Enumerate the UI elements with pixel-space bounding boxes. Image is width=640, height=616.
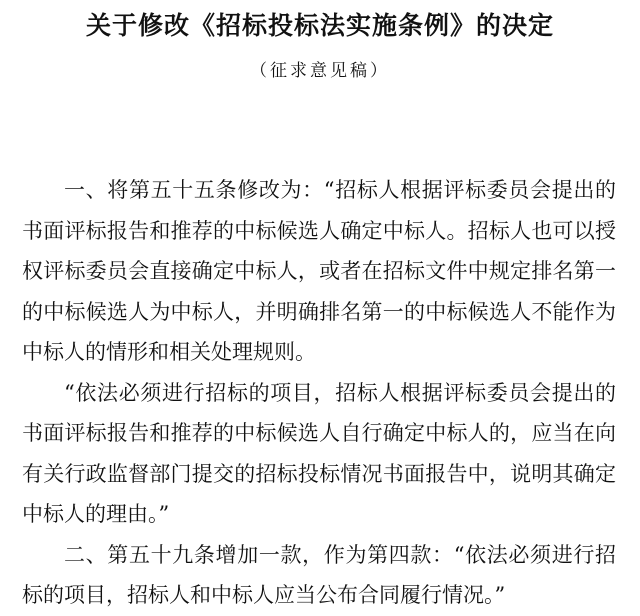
paragraph-article-55-continued: “依法必须进行招标的项目，招标人根据评标委员会提出的书面评标报告和推荐的中标候选人自行确定中标人的，应当在向有关行政监督部门提交的招标投标情况书面报告中，说明其确定中标人的理由。” bbox=[22, 380, 616, 526]
document-subtitle: （征求意见稿） bbox=[250, 61, 390, 81]
paragraph-article-59: 二、第五十九条增加一款，作为第四款：“依法必须进行招标的项目，招标人和中标人应当公布合同履行情况。” bbox=[22, 542, 616, 607]
paragraph-article-55: 一、将第五十五条修改为：“招标人根据评标委员会提出的书面评标报告和推荐的中标候选人确定中标人。招标人也可以授权评标委员会直接确定中标人，或者在招标文件中规定排名第一的中标候选人为中标人，并明确排名第一的中标候选人不能作为中标人的情形和相关处理规则。 bbox=[22, 178, 616, 364]
document-body bbox=[22, 170, 616, 616]
document-title: 关于修改《招标投标法实施条例》的决定 bbox=[85, 11, 554, 40]
